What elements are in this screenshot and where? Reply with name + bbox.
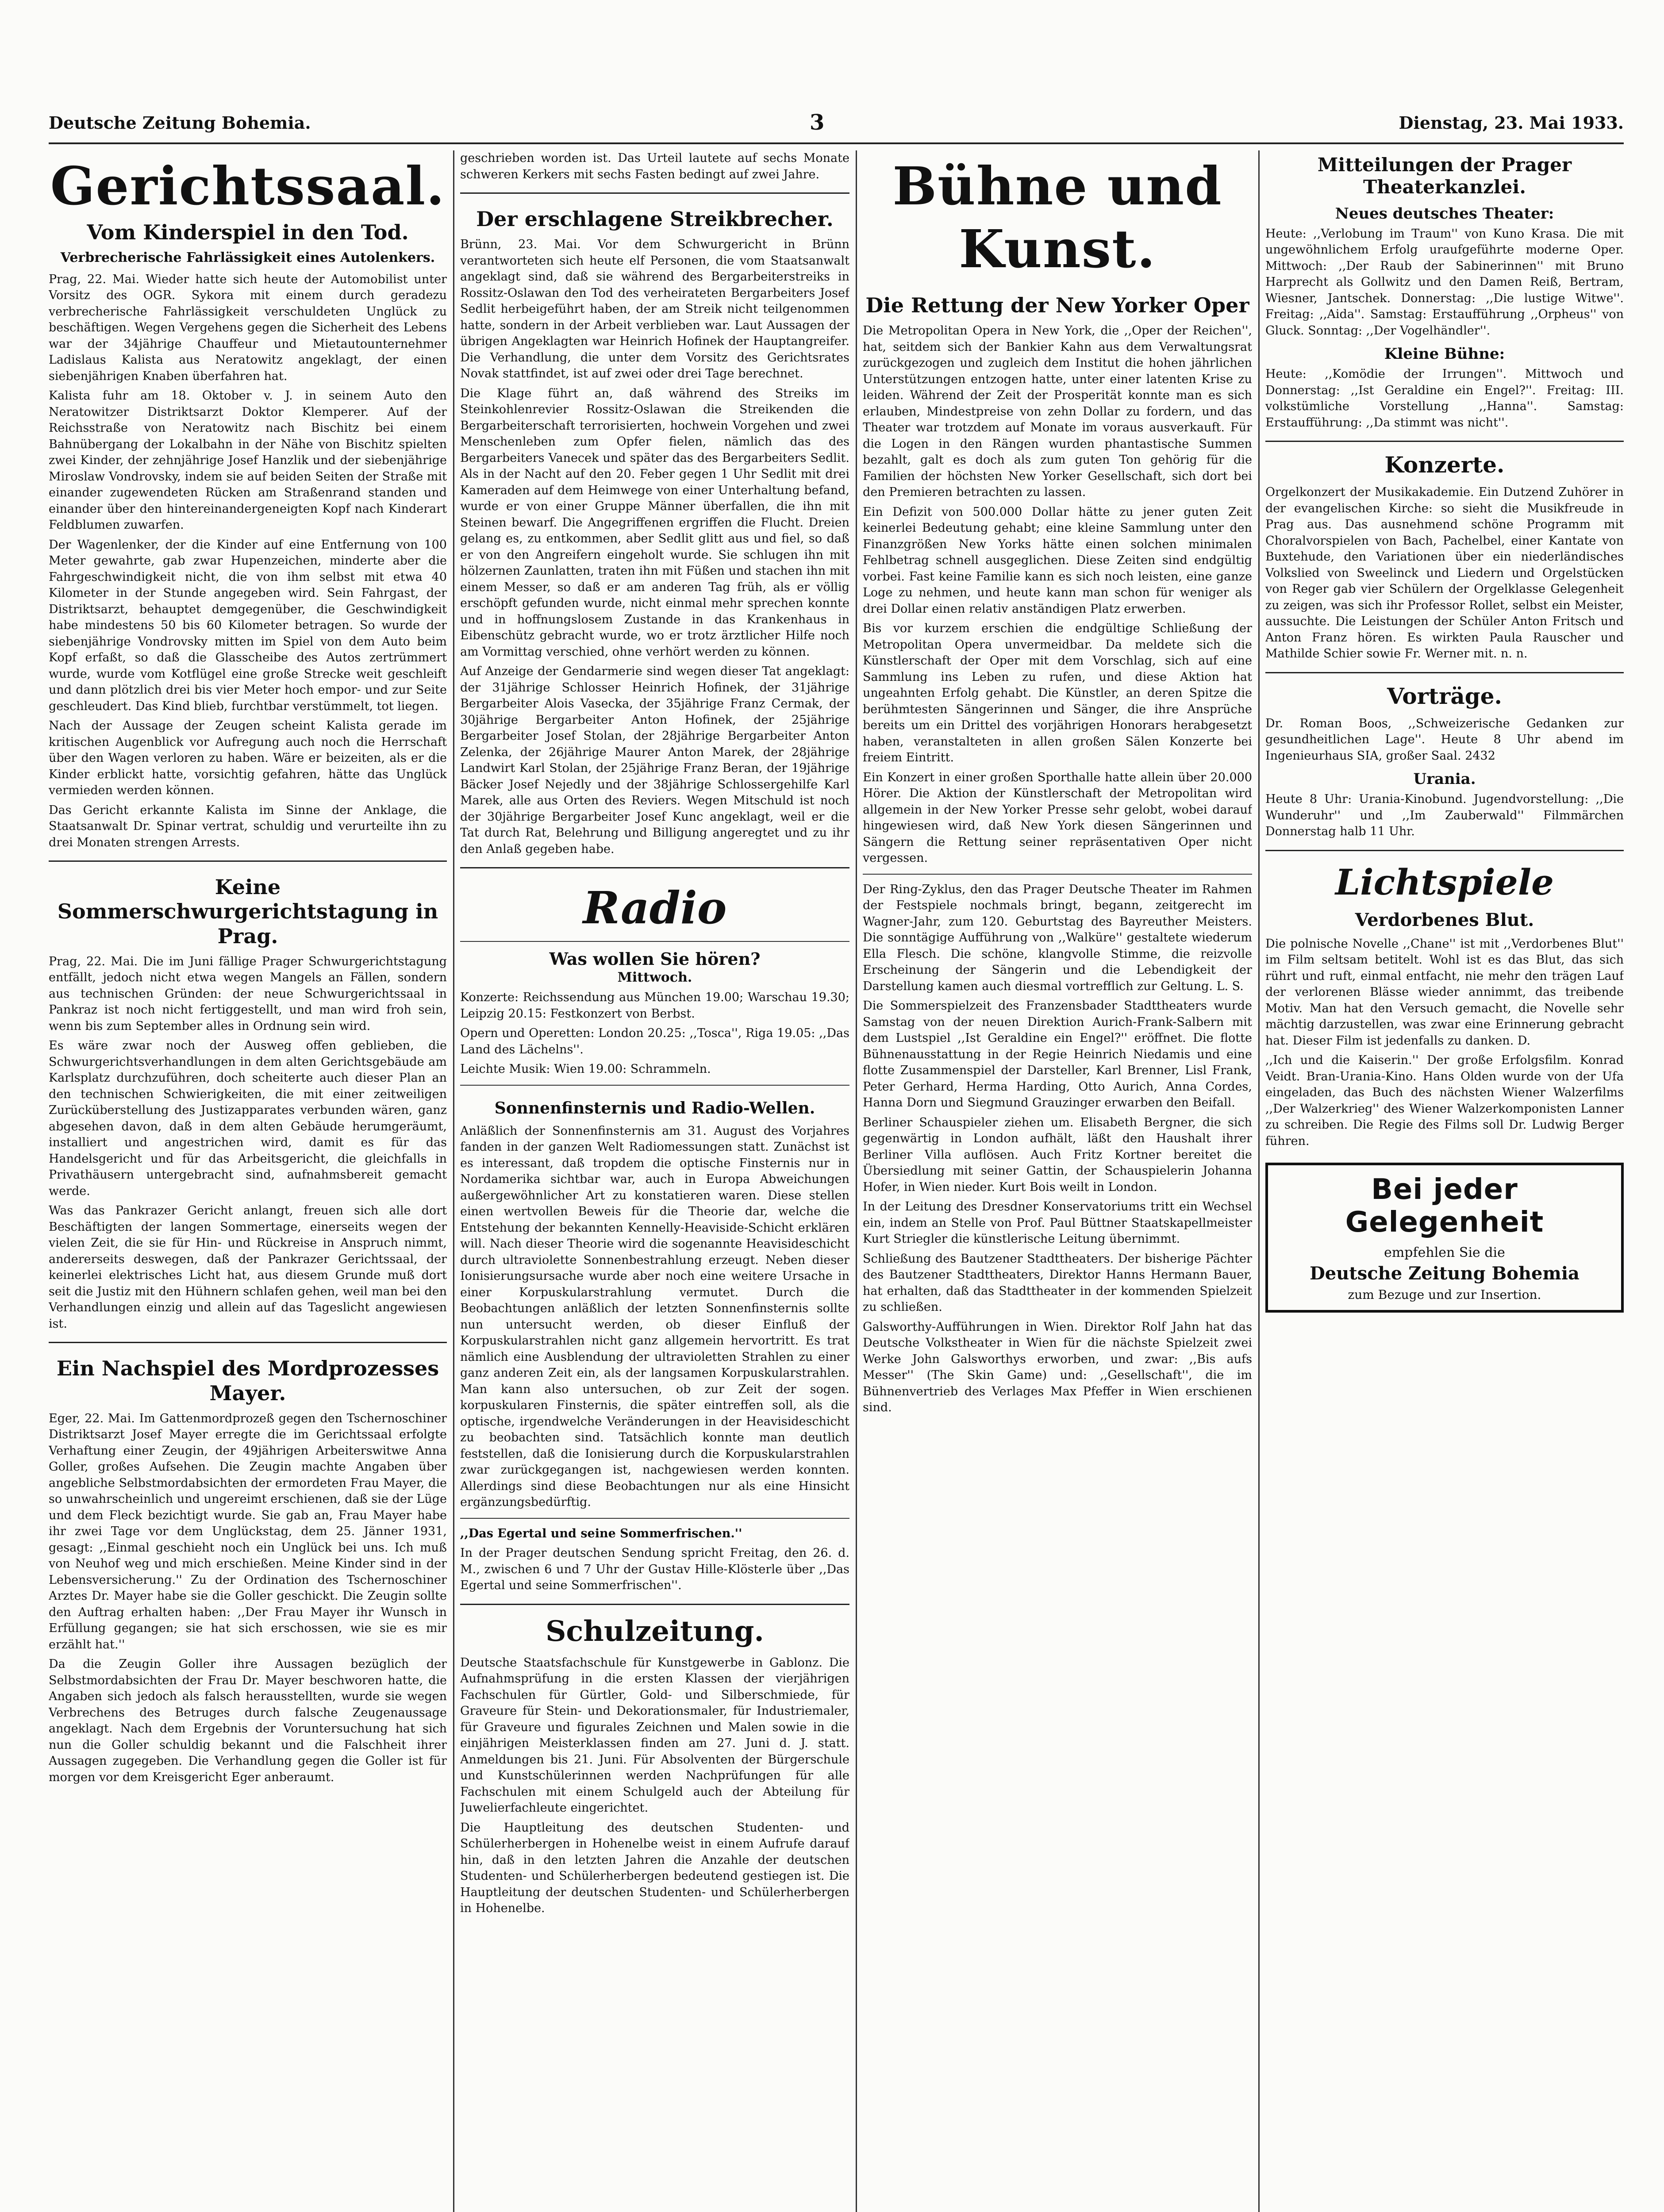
article-paragraph: Da die Zeugin Goller ihre Aussagen bezüglich der Selbstmordabsichten der Frau Dr. Mayer beschworen hatte, die Angaben sich jedoch als falsch herausstellten, wurde sie wegen Verbrechens des Betruges durch falsche Zeugenaussage angeklagt. Nach dem Ergebnis der Voruntersuchung hat sich nun die Goller schuldig bekannt und die Falschheit ihrer Aussagen zugegeben. Die Verhandlung gegen die Goller ist für morgen vor dem Kreisgericht Eger anberaumt.	[49, 1657, 447, 1784]
rule	[863, 874, 1252, 875]
ad-headline: Bei jeder Gelegenheit	[1345, 1173, 1544, 1239]
article-paragraph: Prag, 22. Mai. Die im Juni fällige Prager Schwurgerichtstagung entfällt, jedoch nicht etwa wegen Mangels an Fällen, sondern aus technischen Gründen: der neue Schwurgerichtssaal in Pankraz ist noch nicht fertiggestellt, und man wird froh sein, wenn bis zum September alles in Ordnung sein wird.	[49, 954, 447, 1033]
rule	[460, 941, 849, 942]
theater-announcements-title: Mitteilungen der Prager Theaterkanzlei.	[1317, 154, 1572, 198]
ad-text: empfehlen Sie die	[1384, 1245, 1505, 1261]
article-divider	[460, 192, 849, 194]
article-divider	[49, 1342, 447, 1343]
column-divider	[453, 150, 454, 2212]
article-paragraph: Deutsche Staatsfachschule für Kunstgewerbe in Gablonz. Die Aufnahmsprüfung in die ersten Klassen der vierjährigen Fachschulen für Gürtler, Gold- und Silberschmiede, für Graveure für Stein- und Dekorationsmaler, für Industriemaler, für Graveure und figurales Zeichnen und Malen sowie in die einjährigen Meisterklassen finden am 27. Juni d. J. statt. Anmeldungen bis 21. Juni. Für Absolventen der Bürgerschule und Kunstschülerinnen werden Nachprüfungen für alle Fachschulen mit einem Schulgeld auch der Abteilung für Juwelierfachleute eingerichtet.	[460, 1655, 849, 1815]
radio-listing: Konzerte: Reichssendung aus München 19.00; Warschau 19.30; Leipzig 20.15: Festkonzert von Berbst.	[460, 991, 849, 1021]
article-paragraph: Berliner Schauspieler ziehen um. Elisabeth Bergner, die sich gegenwärtig in London aufhält, läßt den Haushalt ihrer Berliner Villa auflösen. Auch Fritz Kortner bereitet die Übersiedlung mit seiner Gattin, der Schauspielerin Johanna Hofer, in Wien nieder. Kurt Bois weilt in London.	[863, 1115, 1252, 1194]
radio-listing: Opern und Operetten: London 20.25: ,,Tosca'', Riga 19.05: ,,Das Land des Lächelns''.	[460, 1026, 849, 1056]
column-divider	[1258, 150, 1260, 2212]
article-title: Ein Nachspiel des Mordprozesses Mayer.	[56, 1356, 439, 1405]
radio-question: Was wollen Sie hören?	[549, 949, 761, 969]
article-divider	[1265, 672, 1624, 673]
radio-listing: Leichte Musik: Wien 19.00: Schrammeln.	[460, 1062, 711, 1076]
article-paragraph: Anläßlich der Sonnenfinsternis am 31. August des Vorjahres fanden in der ganzen Welt Radiomessungen statt. Zunächst ist es interessant, daß tropdem die optische Finsternis nur in Nordamerika sichtbar war, auch in Europa Abweichungen außergewöhnlicher Art zu konstatieren waren. Diese stellen einen wertvollen Beweis für die Theorie dar, welche die Entstehung der bekannten Kennelly-Heaviside-Schicht erklären will. Nach dieser Theorie wird die sogenannte Heavisideschicht durch ultraviolette Sonnenbestrahlung erzeugt. Neben dieser Ionisierungsursache wurde aber noch eine weitere Ursache in einer Korpuskularstrahlung vermutet. Durch die Beobachtungen anläßlich der letzten Sonnenfinsternis sollte nun untersucht werden, ob dieser Einfluß der Korpuskularstrahlen nicht ganz allgemein hervortritt. Es trat nämlich eine Ausblendung der ultravioletten Strahlen zu einer ganz anderen Zeit ein, als der langsamen Korpuskularstrahlen. Man kann also untersuchen, ob zur Zeit der sogen. korpuskularen Finsternis, die später eintreffen soll, als die optische, irgendwelche Veränderungen in der Heavisideschicht zu beobachten sind. Tatsächlich konnte man deutlich feststellen, daß die Ionisierung durch die Korpuskularstrahlen zwar zurückgegangen ist, nachgewiesen werden konnten. Allerdings sind diese Beobachtungen nur als eine Hinsicht ergänzungsbedürftig.	[460, 1124, 849, 1509]
article-title: Vom Kinderspiel in den Tod.	[87, 220, 409, 244]
article-divider	[460, 1604, 849, 1605]
article-paragraph: Auf Anzeige der Gendarmerie sind wegen dieser Tat angeklagt: der 31jährige Schlosser Heinrich Hofinek, der 31jährige Bergarbeiter Alois Vasecka, der 35jährige Franz Cermak, der 30jährige Bergarbeiter Anton Hofinek, der 25jährige Bergarbeiter Josef Stolan, der 28jährige Bergarbeiter Anton Zelenka, der 26jährige Maurer Anton Marek, der 28jährige Landwirt Karl Stolan, der 25jährige Franz Beran, der 19jährige Bäcker Josef Nejedly und der 38jährige Schlossergehilfe Karl Marek, alle aus Orten des Reviers. Wegen Mitschuld ist noch der 30jährige Bergarbeiter Josef Kunc angeklagt, weil er die Tat durch Rat, Belehrung und Billigung angeregtet und zu ihr den Anlaß gegeben habe.	[460, 664, 849, 856]
article-paragraph: Heute: ,,Verlobung im Traum'' von Kuno Krasa. Die mit ungewöhnlichem Erfolg uraufgeführte moderne Oper. Mittwoch: ,,Der Raub der Sabinerinnen'' mit Bruno Harprecht als Gollwitz und den Damen Reiß, Bertram, Wiesner, Jantschek. Donnerstag: ,,Die lustige Witwe''. Freitag: ,,Aida''. Samstag: Erstaufführung ,,Orpheus'' von Gluck. Sonntag: ,,Der Vogelhändler''.	[1265, 227, 1624, 338]
article-paragraph: Heute 8 Uhr: Urania-Kinobund. Jugendvorstellung: ,,Die Wunderuhr'' und ,,Im Zauberwald'' Filmmärchen Donnerstag halb 11 Uhr.	[1265, 792, 1624, 839]
article-paragraph: Die Klage führt an, daß während des Streiks im Steinkohlenrevier Rossitz-Oslawan die Streikenden die Bergarbeiterschaft terrorisierten, hochwein Vorgehen und zwei Menschenleben zum Opfer fielen, nämlich das des Bergarbeiters Vanecek und später das des Bergarbeiters Sedlit. Als in der Nacht auf den 20. Feber gegen 1 Uhr Sedlit mit drei Kameraden auf dem Heimwege von einer Unterhaltung befand, wurde er von einer Gruppe Männer überfallen, die ihn mit Steinen bewarf. Die Angegriffenen ergriffen die Flucht. Dreien gelang es, zu entkommen, aber Sedlit glitt aus und fiel, so daß er von den Angreifern eingeholt wurde. Sie schlugen ihn mit hölzernen Zaunlatten, traten ihn mit Füßen und stachen ihn mit einem Messer, so daß er am anderen Tag früh, als er völlig erschöpft gefunden wurde, nicht einmal mehr sprechen konnte und in hoffnungslosem Zustande in das Krankenhaus in Eibenschütz gebracht wurde, wo er trotz ärztlicher Hilfe noch am Vormittag verschied, ohne verhört werden zu können.	[460, 386, 849, 659]
subheading: Neues deutsches Theater:	[1335, 204, 1554, 223]
article-divider	[460, 867, 849, 868]
article-paragraph: Dr. Roman Boos, ,,Schweizerische Gedanken zur gesundheitlichen Lage''. Heute 8 Uhr abend im Ingenieurhaus SIA, großer Saal. 2432	[1265, 716, 1624, 763]
article-paragraph: Ein Konzert in einer großen Sporthalle hatte allein über 20.000 Hörer. Die Aktion der Künstlerschaft der Metropolitan wird allgemein in der New Yorker Presse sehr gelobt, wobei darauf hingewiesen wird, daß New York diesen Sängerinnen und Sängern die Rettung seiner repräsentativen Oper nicht vergessen.	[863, 770, 1252, 865]
article-paragraph: Nach der Aussage der Zeugen scheint Kalista gerade im kritischen Augenblick vor Aufregung auch noch die Herrschaft über den Wagen verloren zu haben. Wäre er beizeiten, als er die Kinder erblickt hatte, vorsichtig gefahren, hätte das Unglück vermieden werden können.	[49, 719, 447, 798]
article-paragraph: Die Sommerspielzeit des Franzensbader Stadttheaters wurde Samstag von der neuen Direktion Aurich-Frank-Salbern mit dem Lustspiel ,,Ist Geraldine ein Engel?'' eröffnet. Die flotte Bühnenausstattung in der Regie Heinrich Niedamis und eine flotte Zusammenspiel der Darsteller, Karl Brenner, Lisl Frank, Peter Gerhard, Herma Harding, Otto Aurich, Anna Cordes, Hanna Dorn und Siegmund Grauzinger erwarben den Beifall.	[863, 999, 1252, 1110]
article-paragraph: Ein Defizit von 500.000 Dollar hätte zu jener guten Zeit keinerlei Bedeutung gehabt; eine kleine Sammlung unter den Finanzgrößen New Yorks hätte einen solchen minimalen Fehlbetrag schnell ausgeglichen. Diese Zeiten sind endgültig vorbei. Fast keine Familie kann es sich noch leisten, eine ganze Loge zu nehmen, und heute kann man schon für weniger als drei Dollar einen relativ anständigen Platz erwerben.	[863, 505, 1252, 616]
article-subtitle: Verbrecherische Fahrlässigkeit eines Autolenkers.	[60, 250, 435, 265]
section-title-konzerte: Konzerte.	[1384, 452, 1505, 478]
column-divider	[856, 150, 857, 2212]
rule	[460, 1085, 849, 1086]
article-paragraph: Eger, 22. Mai. Im Gattenmordprozeß gegen den Tschernoschiner Distriktsarzt Josef Mayer erregte die im Gerichtssaal erfolgte Verhaftung einer Zeugin, der 49jährigen Arbeiterswitwe Anna Goller, großes Aufsehen. Die Zeugin machte Angaben über angebliche Selbstmordabsichten der ermordeten Frau Mayer, die so unwahrscheinlich und ungereimt erschienen, daß sie der Lüge und dem Fleck bezichtigt wurde. Sie gab an, Frau Mayer habe ihr zwei Tage vor dem Unglückstag, dem 25. Jänner 1931, gesagt: ,,Einmal geschieht noch ein Unglück bei uns. Ich muß von Neuhof weg und mich erschießen. Meine Kinder sind in der Lebensversicherung.'' Zu der Ordination des Tschernoschiner Arztes Dr. Mayer habe sie die Goller geschickt. Die Zeugin sollte den Auftrag erhalten haben: ,,Der Frau Mayer ihr Wunsch in Erfüllung gegangen; sie hat sich erschossen, wie sie es mir erzählt hat.''	[49, 1411, 447, 1651]
advertisement-box	[1265, 1163, 1624, 1313]
article-title: Der erschlagene Streikbrecher.	[476, 207, 834, 231]
article-paragraph: Schließung des Bautzener Stadttheaters. Der bisherige Pächter des Bautzener Stadttheaters, Direktor Hanns Hermann Bauer, hat erhalten, daß das Stadttheater in der kommenden Spielzeit zu schließen.	[863, 1252, 1252, 1314]
radio-section-title: Radio	[583, 882, 727, 934]
article-title: Keine Sommerschwurgerichtstagung in Prag.	[57, 875, 438, 948]
masthead	[49, 110, 1624, 139]
column-3	[863, 150, 1252, 2212]
article-paragraph: Galsworthy-Aufführungen in Wien. Direktor Rolf Jahn hat das Deutsche Volkstheater in Wien für die nächste Spielzeit zwei Werke John Galsworthys erworben, und zwar: ,,Bis aufs Messer'' (The Skin Game) und: ,,Gesellschaft'', die im Bühnenvertrieb des Verlages Max Pfeffer in Wien erschienen sind.	[863, 1320, 1252, 1415]
article-paragraph: Heute: ,,Komödie der Irrungen''. Mittwoch und Donnerstag: ,,Ist Geraldine ein Engel?''. Freitag: III. volkstümliche Vorstellung ,,Hanna''. Samstag: Erstaufführung: ,,Da stimmt was nicht''.	[1265, 367, 1624, 430]
column-4	[1265, 150, 1624, 2212]
article-divider	[1265, 441, 1624, 442]
article-paragraph: Die polnische Novelle ,,Chane'' ist mit ,,Verdorbenes Blut'' im Film seltsam betitelt. Wohl ist es das Blut, das sich rührt und ruft, einmal entfacht, nie mehr den trägen Lauf der verlorenen Blässe wieder annimmt, das treibende Motiv. Man hat den Versuch gemacht, die Novelle sehr mächtig darzustellen, was zwar eine Erinnerung gebracht hat. Dieser Film ist jedenfalls zu danken. D.	[1265, 937, 1624, 1048]
masthead-rule	[49, 142, 1624, 144]
article-paragraph: Was das Pankrazer Gericht anlangt, freuen sich alle dort Beschäftigten der langen Sommertage, einerseits wegen der vielen Zeit, die sie für Hin- und Rückreise in Anspruch nimmt, andererseits deswegen, daß der Pankrazer Gerichtssaal, der keinerlei elektrisches Licht hat, aus diesem Grunde muß dort seit die Justiz mit den Hühnern schlafen gehen, weil man bei den Verhandlungen einzig und allein auf das Tageslicht angewiesen ist.	[49, 1204, 447, 1331]
article-paragraph: Prag, 22. Mai. Wieder hatte sich heute der Automobilist unter Vorsitz des OGR. Sykora mit einem durch geradezu verbrecherische Fahrlässigkeit verschuldeten Unglück zu beschäftigen. Wegen Vergehens gegen die Sicherheit des Lebens war der 34jährige Chauffeur und Mietautounternehmer Ladislaus Kalista aus Neratowitz angeklagt, der einen siebenjährigen Knaben überfahren hat.	[49, 272, 447, 383]
article-paragraph: Brünn, 23. Mai. Vor dem Schwurgericht in Brünn verantworteten sich heute elf Personen, die vom Staatsanwalt angeklagt sind, daß sie während des Bergarbeiterstreiks in Rossitz-Oslawan den Tod des verheirateten Bergarbeiters Josef Sedlit herbeigeführt haben, der am Streik nicht teilgenommen hatte, sondern in der Arbeit verblieben war. Laut Aussagen der übrigen Angeklagten war Heinrich Hofinek der Hauptangreifer. Die Verhandlung, die unter dem Vorsitz des Gerichtsrates Novak stattfindet, ist auf zwei oder drei Tage berechnet.	[460, 238, 849, 381]
column-2	[460, 150, 849, 2212]
article-paragraph: ,,Ich und die Kaiserin.'' Der große Erfolgsfilm. Konrad Veidt. Bran-Urania-Kino. Hans Olden wurde von der Ufa eingeladen, das Buch des nächsten Wiener Walzerfilms ,,Der Walzerkrieg'' des Wiener Walzerkomponisten Lanner zu schreiben. Die Regie des Films soll Dr. Ludwig Berger führen.	[1265, 1053, 1624, 1148]
section-title-buehne: Bühne und Kunst.	[892, 155, 1222, 280]
section-title-gerichtssaal: Gerichtssaal.	[50, 155, 446, 217]
article-paragraph: Orgelkonzert der Musikakademie. Ein Dutzend Zuhörer in der evangelischen Kirche: so sieht die Musikfreude in Prag aus. Das ausnehmend schöne Programm mit Choralvorspielen von Bach, Pachelbel, einer Kantate von Buxtehude, den Variationen über ein niederländisches Volkslied von Sweelinck und Liedern und Orgelstücken von Reger gab vier Schülern der Orgelklasse Gelegenheit zu zeigen, was sich ihr Professor Rollet, selbst ein Meister, aussuchte. Die Leistungen der Schüler Anton Fritsch und Anton Franz hören. Es wirkten Paula Rauscher und Mathilde Schier sowie Fr. Werner mit. n. n.	[1265, 485, 1624, 661]
page-number: 3	[810, 110, 825, 135]
article-paragraph: ,,Das Egertal und seine Sommerfrischen.''	[460, 1526, 742, 1540]
ad-text: zum Bezuge und zur Insertion.	[1348, 1287, 1541, 1302]
article-paragraph: Kalista fuhr am 18. Oktober v. J. in seinem Auto den Neratowitzer Distriktsarzt Doktor Klemperer. Auf der Reichsstraße von Neratowitz nach Bischitz bei einem Bahnübergang der Lokalbahn in der Nähe von Bischitz spielten zwei Kinder, der zehnjährige Josef Hanzlik und der siebenjährige Miroslaw Vondrovsky, indem sie auf beiden Seiten der Straße mit einander zugewendeten Rücken am Straßenrand standen und einander über den hintereinandergeneigten Kopf nach Kinderart Feldblumen zuwarfen.	[49, 389, 447, 532]
article-title: Sonnenfinsternis und Radio-Wellen.	[494, 1098, 815, 1118]
section-title-lichtspiele: Lichtspiele	[1335, 861, 1554, 903]
article-paragraph: Der Ring-Zyklus, den das Prager Deutsche Theater im Rahmen der Festspiele nochmals bringt, begann, zeitgerecht im Wagner-Jahr, zum 120. Geburtstag des Bayreuther Meisters. Die sonntägige Aufführung von ,,Walküre'' gestaltete wiederum Ella Flesch. Die schöne, klangvolle Stimme, die reizvolle Erscheinung der Sängerin und die Lebendigkeit der Darstellung kamen auch diesmal vortrefflich zur Geltung. L. S.	[863, 882, 1252, 993]
article-paragraph: Die Metropolitan Opera in New York, die ,,Oper der Reichen'', hat, seitdem sich der Bankier Kahn aus dem Verwaltungsrat zurückgezogen und zugleich dem Institut die hohen jährlichen Unterstützungen entzogen hatte, unter einer latenten Krise zu leiden. Während der Zeit der Prosperität konnte man es sich erlauben, Mindestpreise von zehn Dollar zu fordern, und das Theater war trotzdem auf Monate im voraus ausverkauft. Für die Logen in den Rängen wurden phantastische Summen bezahlt, galt es doch als zum guten Ton gehörig für die Familien der höchsten New Yorker Gesellschaft, sich dort bei den Premieren betrachten zu lassen.	[863, 324, 1252, 499]
article-title: Verdorbenes Blut.	[1355, 909, 1534, 930]
article-divider	[1265, 850, 1624, 851]
article-paragraph: In der Prager deutschen Sendung spricht Freitag, den 26. d. M., zwischen 6 und 7 Uhr der Gustav Hille-Klösterle über ,,Das Egertal und seine Sommerfrischen''.	[460, 1546, 849, 1593]
article-divider	[49, 860, 447, 862]
paper-name: Deutsche Zeitung Bohemia.	[49, 113, 311, 133]
ad-paper-name: Deutsche Zeitung Bohemia	[1310, 1263, 1579, 1284]
radio-day: Mittwoch.	[617, 970, 692, 986]
article-paragraph: Die Hauptleitung des deutschen Studenten- und Schülerherbergen in Hohenelbe weist in einem Aufrufe darauf hin, daß in den letzten Jahren die Anzahle der deutschen Studenten- und Schülerherbergen bedeutend gestiegen ist. Die Hauptleitung der deutschen Studenten- und Schülerherbergen in Hohenelbe.	[460, 1820, 849, 1916]
article-paragraph: In der Leitung des Dresdner Konservatoriums tritt ein Wechsel ein, indem an Stelle von Prof. Paul Büttner Staatskapellmeister Kurt Striegler die künstlerische Leitung übernimmt.	[863, 1200, 1252, 1246]
subheading: Kleine Bühne:	[1384, 345, 1505, 363]
issue-date: Dienstag, 23. Mai 1933.	[1399, 113, 1624, 133]
section-title-vortraege: Vorträge.	[1387, 683, 1502, 709]
column-1	[49, 150, 447, 2212]
article-paragraph: geschrieben worden ist. Das Urteil lautete auf sechs Monate schweren Kerkers mit sechs Fasten bedingt auf zwei Jahre.	[460, 151, 849, 181]
article-paragraph: Der Wagenlenker, der die Kinder auf eine Entfernung von 100 Meter gewahrte, gab zwar Hupenzeichen, minderte aber die Fahrgeschwindigkeit nicht, die von ihm selbst mit etwa 40 Kilometer in der Stunde angegeben wird. Sein Fahrgast, der Distriktsarzt, behauptet demgegenüber, die Geschwindigkeit habe mindestens 50 bis 60 Kilometer betragen. So wurde der siebenjährige Vondrovsky mitten im Spiel von dem Auto beim Kopf erfaßt, so daß die Glasscheibe des Autos zertrümmert wurde, wurde vom Kotflügel eine große Strecke weit geschleift und dann plötzlich drei bis vier Meter hoch empor- und zur Seite geschleudert. Das Kind blieb, furchtbar verstümmelt, tot liegen.	[49, 538, 447, 713]
article-title: Die Rettung der New Yorker Oper	[865, 293, 1249, 318]
subheading: Urania.	[1413, 770, 1476, 788]
section-title-schulzeitung: Schulzeitung.	[546, 1614, 764, 1648]
rule	[460, 1518, 849, 1519]
article-paragraph: Es wäre zwar noch der Ausweg offen geblieben, die Schwurgerichtsverhandlungen in dem alten Gerichtsgebäude am Karlsplatz durchzuführen, doch scheiterte auch dieser Plan an den technischen Schwierigkeiten, die mit einer zeitweiligen Zurücküberstellung des Justizapparates verbunden wären, ganz abgesehen davon, daß in dem alten Gebäude herumgeräumt, installiert und angestrichen wird, damit es für das Handelsgericht und für das Arbeitsgericht, die gleichfalls in Privathäusern untergebracht sind, aufnahmsbereit gemacht werde.	[49, 1039, 447, 1198]
article-paragraph: Bis vor kurzem erschien die endgültige Schließung der Metropolitan Opera unvermeidbar. Da meldete sich die Künstlerschaft der Oper mit dem Vorschlag, sich auf eine Sammlung ins Leben zu rufen, und diese Aktion hat ungeahnten Erfolg gehabt. Die Künstler, an deren Spitze die berühmtesten Sängerinnen und Sänger, die ihre Ansprüche bereits um ein Drittel des vorjährigen Honorars herabgesetzt haben, veranstalteten in allen großen Sälen Konzerte bei freiem Eintritt.	[863, 622, 1252, 765]
article-paragraph: Das Gericht erkannte Kalista im Sinne der Anklage, die Staatsanwalt Dr. Spinar vertrat, schuldig und verurteilte ihn zu drei Monaten strengen Arrests.	[49, 803, 447, 849]
